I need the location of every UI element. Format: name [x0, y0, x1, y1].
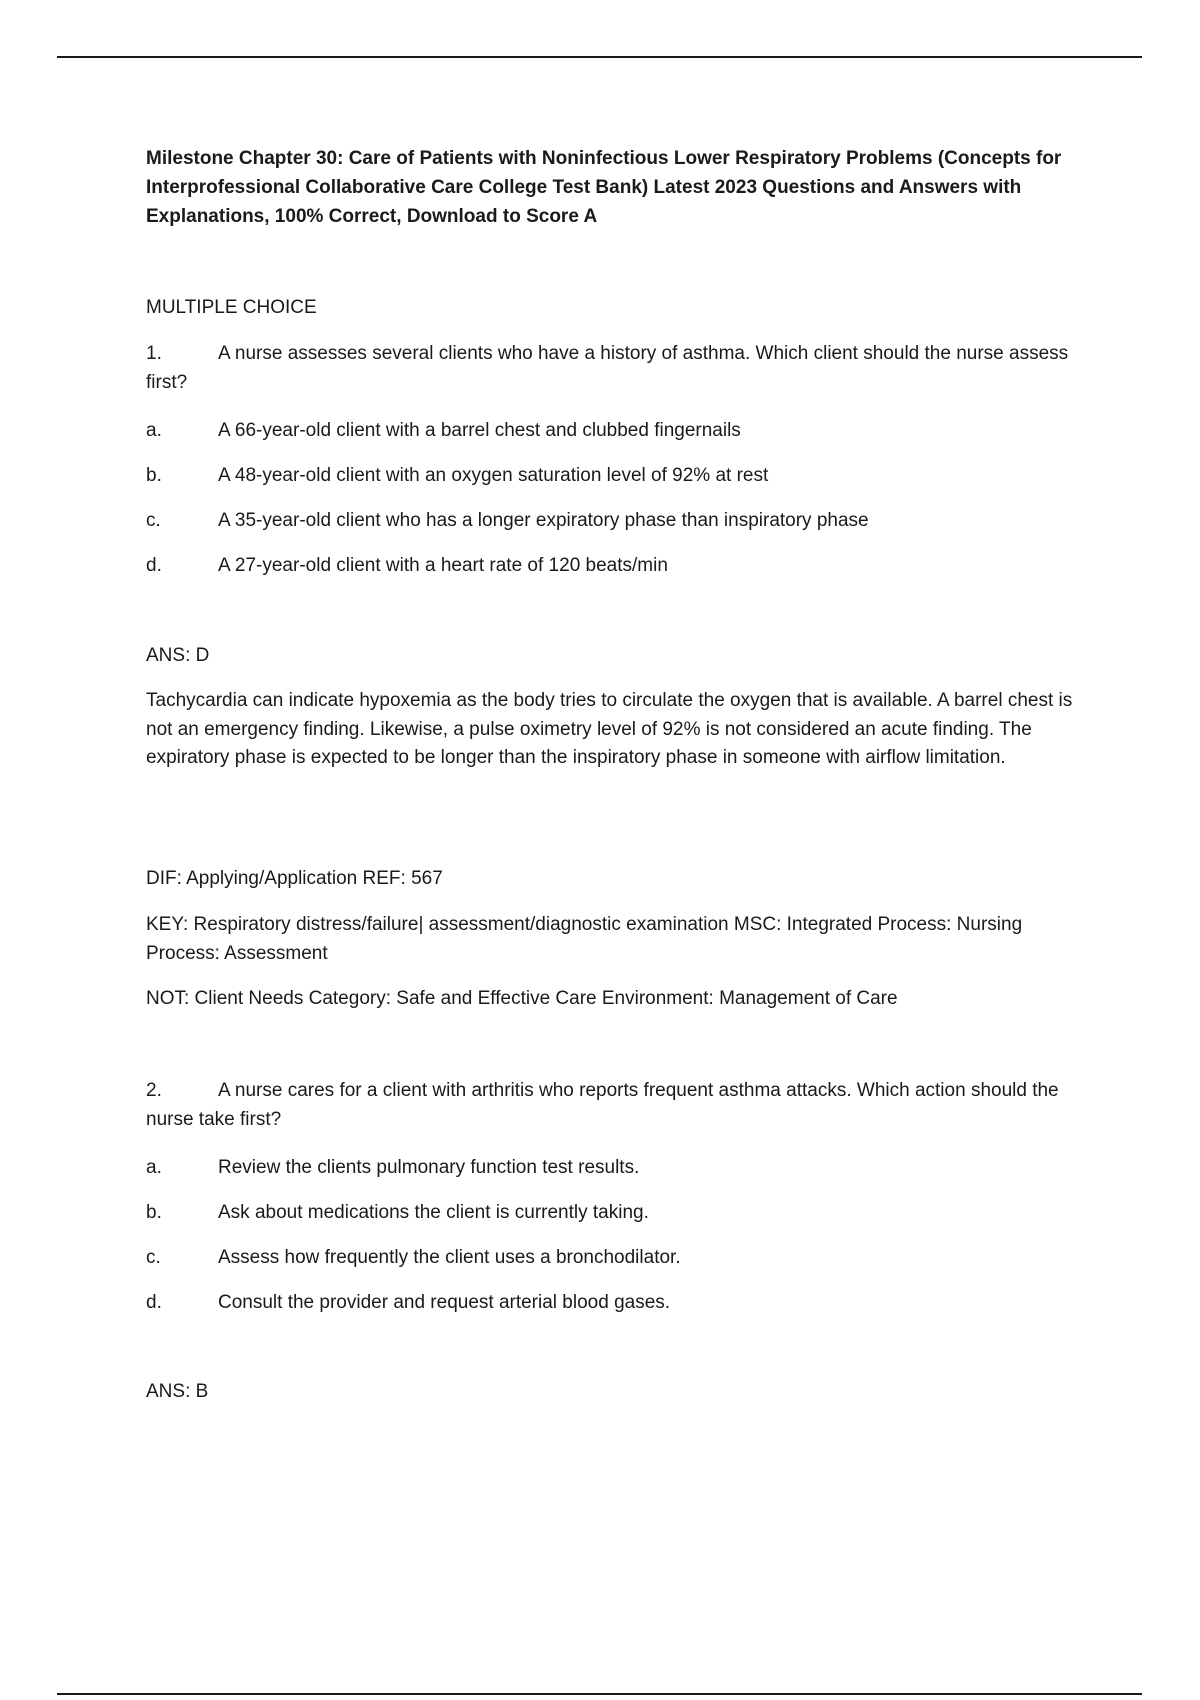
option-text: A 48-year-old client with an oxygen saturation level of 92% at rest — [218, 465, 769, 486]
question-2-option-b — [146, 1200, 1086, 1226]
question-2-option-d — [146, 1290, 1086, 1316]
question-2-option-a — [146, 1155, 1086, 1181]
option-letter: c. — [146, 1247, 161, 1268]
option-text: A 35-year-old client who has a longer expiratory phase than inspiratory phase — [218, 510, 869, 531]
question-2-number: 2. — [146, 1080, 162, 1101]
question-1-number: 1. — [146, 343, 162, 364]
question-2-option-c — [146, 1245, 1086, 1271]
option-text: Ask about medications the client is currently taking. — [218, 1202, 649, 1223]
document-title: Milestone Chapter 30: Care of Patients with Noninfectious Lower Respiratory Problems (Concepts for Interprofessional Collaborative Care College Test Bank) Latest 2023 Questions and Answers with Explanations, 100% Correct, Download to Score A — [146, 148, 1062, 227]
question-1-text: A nurse assesses several clients who have a history of asthma. Which client should the nurse assess first? — [146, 343, 1069, 393]
option-letter: b. — [146, 465, 162, 486]
option-letter: c. — [146, 510, 161, 531]
option-letter: a. — [146, 420, 162, 441]
option-letter: b. — [146, 1202, 162, 1223]
question-1-rationale: Tachycardia can indicate hypoxemia as the body tries to circulate the oxygen that is available. A barrel chest is not an emergency finding. Likewise, a pulse oximetry level of 92% is not considered an acute finding. The expiratory phase is expected to be longer than the inspiratory phase in someone with airflow limitation. — [146, 690, 1073, 768]
question-1-option-a — [146, 418, 1086, 444]
question-1 — [146, 340, 1086, 397]
option-letter: d. — [146, 1292, 162, 1313]
question-1-not: NOT: Client Needs Category: Safe and Effective Care Environment: Management of Care — [146, 988, 898, 1009]
option-letter: a. — [146, 1157, 162, 1178]
option-text: Consult the provider and request arterial blood gases. — [218, 1292, 671, 1313]
question-1-option-d — [146, 553, 1086, 579]
top-rule — [57, 56, 1142, 58]
option-text: A 27-year-old client with a heart rate of 120 beats/min — [218, 555, 668, 576]
bottom-rule — [57, 1693, 1142, 1695]
question-2-answer: ANS: B — [146, 1381, 209, 1402]
option-text: Assess how frequently the client uses a bronchodilator. — [218, 1247, 681, 1268]
question-2-text: A nurse cares for a client with arthritis who reports frequent asthma attacks. Which action should the nurse take first? — [146, 1080, 1059, 1130]
option-text: A 66-year-old client with a barrel chest and clubbed fingernails — [218, 420, 741, 441]
section-heading: MULTIPLE CHOICE — [146, 297, 317, 318]
question-1-dif: DIF: Applying/Application REF: 567 — [146, 868, 443, 889]
option-text: Review the clients pulmonary function test results. — [218, 1157, 640, 1178]
question-1-answer: ANS: D — [146, 645, 210, 666]
question-2 — [146, 1077, 1086, 1134]
question-1-key: KEY: Respiratory distress/failure| assessment/diagnostic examination MSC: Integrated Process: Nursing Process: Assessment — [146, 914, 1023, 964]
option-letter: d. — [146, 555, 162, 576]
question-1-option-c — [146, 508, 1086, 534]
question-1-option-b — [146, 463, 1086, 489]
